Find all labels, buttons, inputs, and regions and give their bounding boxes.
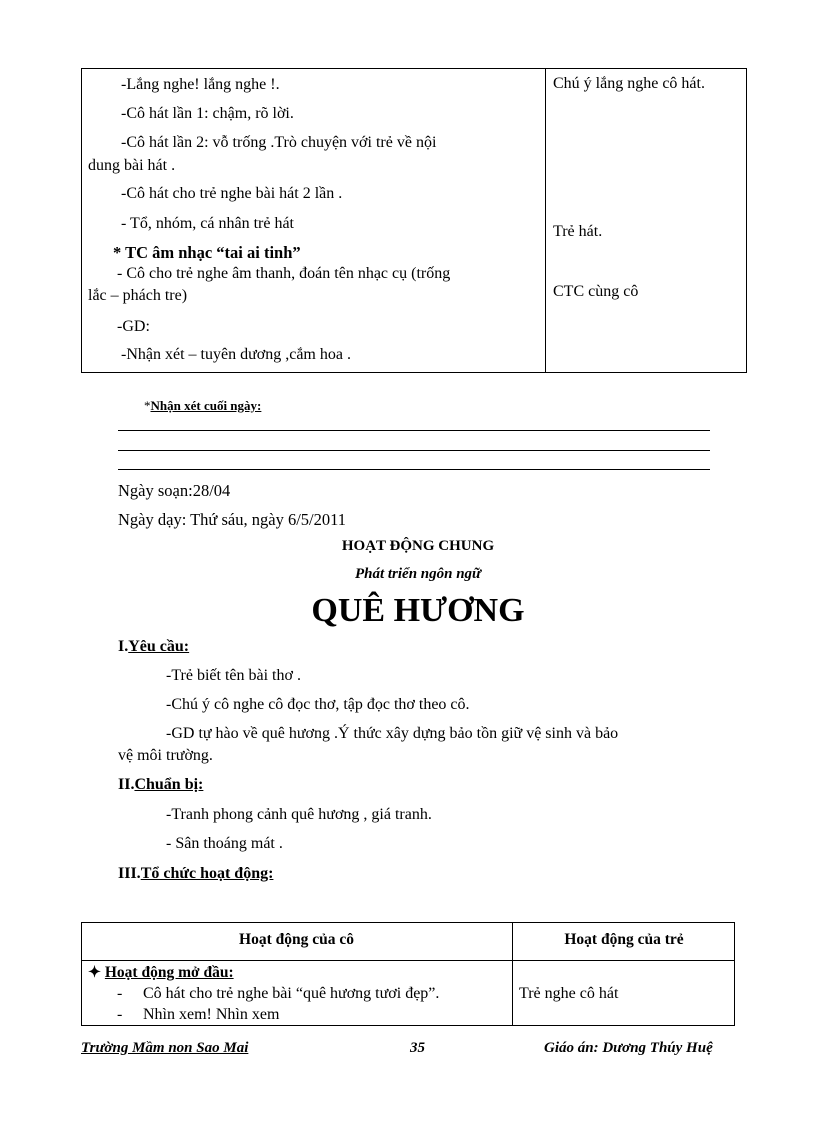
section-text: -Chú ý cô nghe cô đọc thơ, tập đọc thơ theo cô. [166,696,470,713]
table-cell-text: -Cô hát cho trẻ nghe bài hát 2 lần . [121,185,343,202]
section-heading-requirements: I.Yêu cầu: [118,638,190,655]
table-cell-text: - Cô cho trẻ nghe âm thanh, đoán tên nhạc cụ (trống [117,265,451,282]
table-cell-text: -Lắng nghe! lắng nghe !. [121,76,280,93]
table-cell-text: CTC cùng cô [553,283,639,300]
star-bullet-icon: ✦ [88,964,101,981]
footer-page-number: 35 [410,1040,425,1056]
opening-activity-heading: ✦ Hoạt động mở đầu: [88,964,234,981]
section-text: vệ môi trường. [118,747,213,764]
table-cell-text: lắc – phách tre) [88,287,188,304]
list-item: Cô hát cho trẻ nghe bài “quê hương tươi đẹp”. [143,985,440,1002]
section-text: -GD tự hào về quê hương .Ý thức xây dựng bảo tồn giữ vệ sinh và bảo [166,725,619,742]
table-cell-text: -Cô hát lần 1: chậm, rõ lời. [121,105,294,122]
table-cell-text: -GD: [117,318,150,335]
section-heading-preparation: II.Chuẩn bị: [118,776,204,793]
table-cell-text: dung bài hát . [88,157,176,174]
section-text: - Sân thoáng mát . [166,835,283,852]
game-title: * TC âm nhạc “tai ai tinh” [113,243,301,262]
table-cell-text: -Cô hát lần 2: vỗ trống .Trò chuyện với trẻ về nội [121,134,437,151]
table-cell-text: - Tổ, nhóm, cá nhân trẻ hát [121,215,294,232]
subject-heading: Phát triển ngôn ngữ [354,566,482,582]
table-header-divider [81,960,735,961]
blank-line [118,450,710,451]
blank-line [118,469,710,470]
list-bullet: - [117,1006,123,1023]
section-heading-organization: III.Tổ chức hoạt động: [118,865,274,882]
table-header-children: Hoạt động của trẻ [564,931,684,948]
list-item: Nhìn xem! Nhìn xem [143,1006,280,1023]
taught-date: Ngày dạy: Thứ sáu, ngày 6/5/2011 [118,510,346,529]
lesson-title: QUÊ HƯƠNG [311,592,525,629]
table-cell-text: Chú ý lắng nghe cô hát. [553,75,705,92]
section-text: -Tranh phong cảnh quê hương , giá tranh. [166,806,432,823]
prepared-date: Ngày soạn:28/04 [118,481,231,500]
blank-line [118,430,710,431]
list-bullet: - [117,985,123,1002]
footer-school: Trường Mầm non Sao Mai [81,1040,249,1056]
table-cell-text: -Nhận xét – tuyên dương ,cắm hoa . [121,346,351,363]
activity-heading: HOẠT ĐỘNG CHUNG [341,538,495,554]
table-cell-text: Trẻ hát. [553,223,603,240]
table-column-divider [545,68,546,373]
table-cell-text: Trẻ nghe cô hát [519,985,619,1002]
footer-author: Giáo án: Dương Thúy Huệ [544,1040,713,1056]
remarks-heading: *Nhận xét cuối ngày: [144,398,262,413]
table-header-teacher: Hoạt động của cô [239,931,354,948]
section-text: -Trẻ biết tên bài thơ . [166,667,301,684]
